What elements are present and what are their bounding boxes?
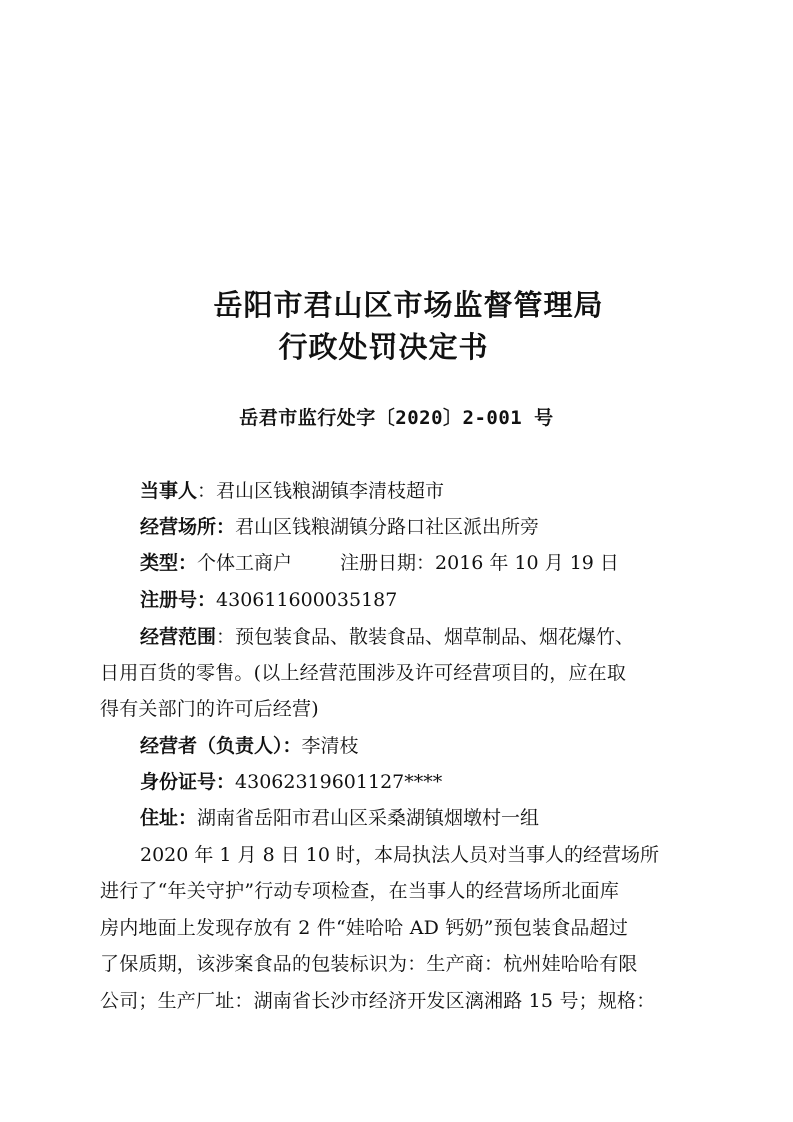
body-paragraph-line-1: 2020 年 1 月 8 日 10 时，本局执法人员对当事人的经营场所: [140, 844, 659, 866]
registration-date: 注册日期：2016 年 10 月 19 日: [340, 552, 619, 574]
id-number-label: 身份证号：: [140, 771, 236, 793]
party-name-value: ：君山区钱粮湖镇李清枝超市: [197, 480, 445, 502]
body-paragraph-line-4: 了保质期，该涉案食品的包装标识为：生产商：杭州娃哈哈有限: [100, 953, 638, 975]
type-value: 个体工商户: [197, 552, 293, 574]
business-scope-line-2: 日用百货的零售。(以上经营范围涉及许可经营项目的，应在取: [100, 662, 627, 684]
document-type-title: 行政处罚决定书: [278, 330, 489, 364]
body-paragraph-line-3: 房内地面上发现存放有 2 件“娃哈哈 AD 钙奶”预包装食品超过: [100, 917, 629, 939]
operator-line: [140, 734, 359, 758]
business-place-value: 君山区钱粮湖镇分路口社区派出所旁: [235, 516, 540, 538]
party-name-line: [140, 479, 444, 503]
address-value: 湖南省岳阳市君山区采桑湖镇烟墩村一组: [197, 807, 540, 829]
body-paragraph-line-5: 公司；生产厂址：湖南省长沙市经济开发区漓湘路 15 号；规格：: [100, 990, 656, 1012]
id-number-line: [140, 770, 442, 794]
type-label: 类型：: [140, 552, 198, 574]
operator-value: 李清枝: [301, 735, 359, 757]
id-number-value: 43062319601127****: [235, 771, 443, 793]
body-paragraph-line-2: 进行了“年关守护”行动专项检查，在当事人的经营场所北面库: [100, 880, 620, 902]
type-line: [140, 551, 619, 575]
document-number: 岳君市监行处字〔2020〕2-001 号: [239, 407, 554, 429]
business-place-line: [140, 515, 539, 539]
org-title: 岳阳市君山区市场监督管理局: [213, 288, 604, 322]
business-scope-text-1: ：预包装食品、散装食品、烟草制品、烟花爆竹、: [216, 626, 635, 648]
party-name-label: 当事人: [140, 480, 198, 502]
business-scope-line-3: 得有关部门的许可后经营): [100, 698, 319, 720]
business-scope-line-1: [140, 625, 634, 649]
registration-number-label: 注册号：: [140, 589, 217, 611]
operator-label: 经营者（负责人）：: [140, 735, 302, 757]
business-place-label: 经营场所：: [140, 516, 236, 538]
business-scope-label: 经营范围: [140, 626, 217, 648]
address-label: 住址：: [140, 807, 198, 829]
registration-number-value: 430611600035187: [216, 589, 398, 611]
registration-number-line: [140, 588, 397, 612]
address-line: [140, 806, 539, 830]
